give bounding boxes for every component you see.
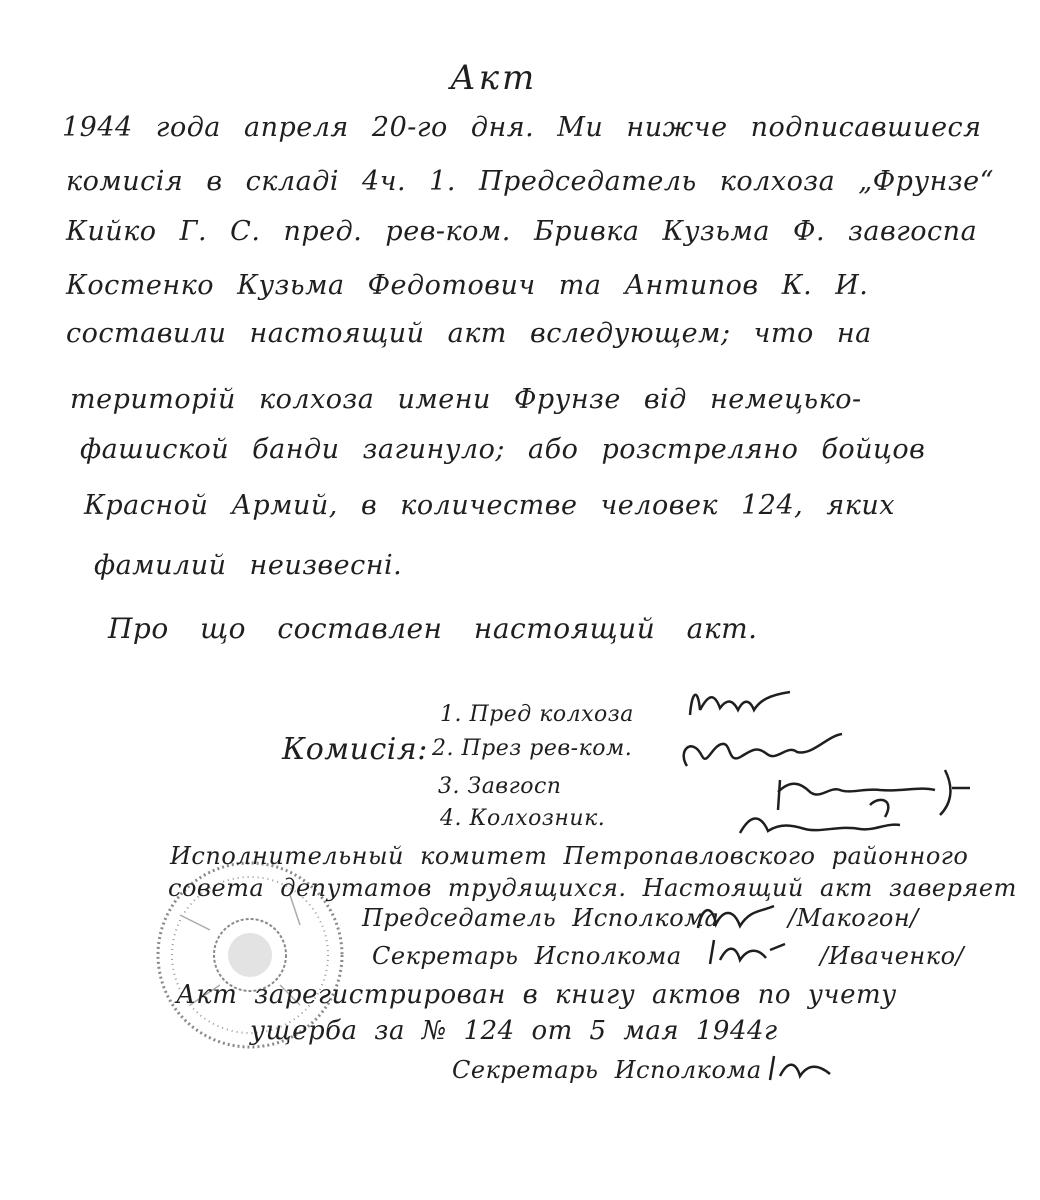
executive-line-2: совета депутатов трудящихся. Настоящий акт заверяет <box>168 874 1017 902</box>
commission-label: Комисія: <box>282 732 428 767</box>
secretary-signature <box>700 930 790 974</box>
body-line-2: комисія в складі 4ч. 1. Председатель колхоза „Фрунзе“ <box>66 166 994 197</box>
body-line-4: Костенко Кузьма Федотович та Антипов К. И. <box>66 270 869 301</box>
closing-statement: Про що составлен настоящий акт. <box>108 612 758 645</box>
commission-member-2: 2. През рев-ком. <box>432 736 633 761</box>
chairman-title: Председатель Исполкома <box>362 904 720 932</box>
body-line-9: фамилий неизвесні. <box>94 550 403 581</box>
chairman-name: /Макогон/ <box>788 904 919 932</box>
body-line-1: 1944 года апреля 20-го дня. Ми нижче подписавшиеся <box>62 112 982 143</box>
signature-1 <box>680 680 800 730</box>
registration-line-1: Акт зарегистрирован в книгу актов по учету <box>176 980 897 1010</box>
signature-4 <box>720 795 920 845</box>
body-line-6: територій колхоза имени Фрунзе від немецько- <box>70 384 862 415</box>
body-line-5: составили настоящий акт вследующем; что на <box>66 318 872 349</box>
registration-secretary-title: Секретарь Исполкома <box>452 1056 762 1084</box>
secretary-name: /Иваченко/ <box>820 942 965 970</box>
registration-signature <box>760 1046 840 1090</box>
commission-member-4: 4. Колхозник. <box>440 806 606 831</box>
body-line-8: Красной Армий, в количестве человек 124, яких <box>84 490 895 521</box>
registration-line-2: ущерба за № 124 от 5 мая 1944г <box>250 1016 778 1046</box>
secretary-title: Секретарь Исполкома <box>372 942 682 970</box>
commission-member-3: 3. Завгосп <box>438 774 562 799</box>
document-title: Акт <box>450 58 538 98</box>
body-line-3: Кийко Г. С. пред. рев-ком. Бривка Кузьма Ф. завгоспа <box>66 216 978 247</box>
commission-member-1: 1. Пред колхоза <box>440 702 634 727</box>
body-line-7: фашиской банди загинуло; або розстреляно бойцов <box>80 434 926 465</box>
executive-line-1: Исполнительный комитет Петропавловского районного <box>170 842 969 870</box>
